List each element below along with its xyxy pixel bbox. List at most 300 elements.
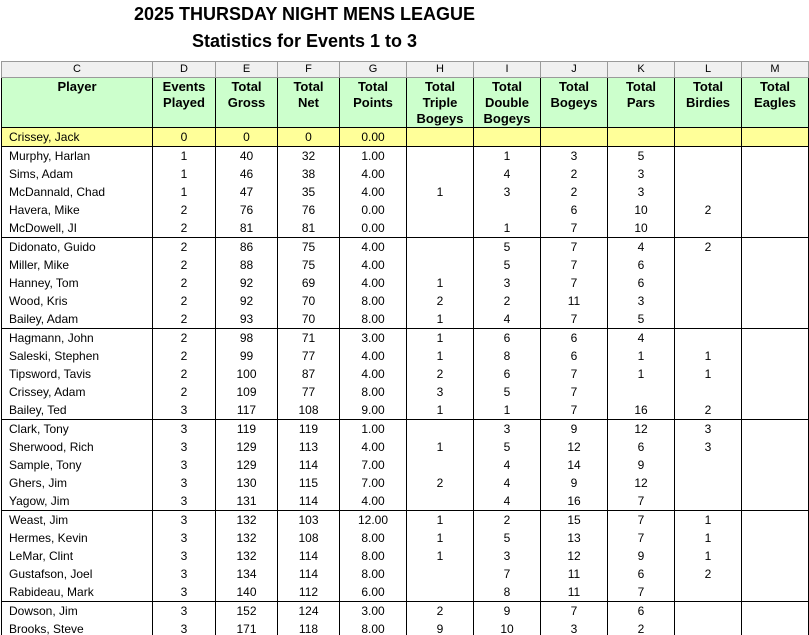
player-name-cell[interactable]: Sample, Tony bbox=[2, 456, 153, 474]
stat-cell[interactable]: 9 bbox=[474, 602, 541, 621]
stat-cell[interactable]: 7 bbox=[541, 238, 608, 257]
stat-cell[interactable]: 6 bbox=[608, 274, 675, 292]
stat-cell[interactable]: 7 bbox=[541, 256, 608, 274]
stat-cell[interactable]: 11 bbox=[541, 583, 608, 602]
column-letter-header[interactable]: L bbox=[675, 62, 742, 78]
stat-cell[interactable] bbox=[407, 238, 474, 257]
stat-cell[interactable]: 1 bbox=[407, 347, 474, 365]
stat-cell[interactable]: 11 bbox=[541, 292, 608, 310]
player-name-cell[interactable]: Dowson, Jim bbox=[2, 602, 153, 621]
stat-cell[interactable]: 2 bbox=[153, 219, 216, 238]
stat-cell[interactable]: 6.00 bbox=[340, 583, 407, 602]
stat-cell[interactable]: 100 bbox=[216, 365, 278, 383]
stat-cell[interactable] bbox=[675, 583, 742, 602]
stat-cell[interactable]: 3.00 bbox=[340, 329, 407, 348]
stat-cell[interactable] bbox=[675, 329, 742, 348]
stat-cell[interactable] bbox=[742, 529, 809, 547]
stat-cell[interactable]: 1 bbox=[474, 401, 541, 420]
stat-cell[interactable] bbox=[742, 147, 809, 166]
stat-cell[interactable]: 2 bbox=[608, 620, 675, 635]
stat-cell[interactable]: 46 bbox=[216, 165, 278, 183]
stat-cell[interactable] bbox=[742, 310, 809, 329]
player-name-cell[interactable]: Miller, Mike bbox=[2, 256, 153, 274]
stat-cell[interactable]: 38 bbox=[278, 165, 340, 183]
stat-cell[interactable]: 13 bbox=[541, 529, 608, 547]
stat-cell[interactable] bbox=[608, 383, 675, 401]
stat-cell[interactable] bbox=[407, 147, 474, 166]
stat-cell[interactable]: 7.00 bbox=[340, 456, 407, 474]
stat-cell[interactable]: 10 bbox=[608, 219, 675, 238]
stat-cell[interactable]: 2 bbox=[153, 310, 216, 329]
stat-cell[interactable]: 0 bbox=[153, 128, 216, 147]
player-name-cell[interactable]: Sherwood, Rich bbox=[2, 438, 153, 456]
player-name-cell[interactable]: Hermes, Kevin bbox=[2, 529, 153, 547]
stat-cell[interactable]: 1 bbox=[407, 438, 474, 456]
stat-cell[interactable] bbox=[407, 219, 474, 238]
stat-cell[interactable]: 103 bbox=[278, 511, 340, 530]
stat-cell[interactable]: 9 bbox=[541, 420, 608, 439]
stat-cell[interactable] bbox=[675, 256, 742, 274]
stat-cell[interactable]: 12 bbox=[608, 474, 675, 492]
stat-cell[interactable]: 7 bbox=[541, 274, 608, 292]
stat-cell[interactable]: 7.00 bbox=[340, 474, 407, 492]
stat-cell[interactable]: 7 bbox=[608, 511, 675, 530]
stat-cell[interactable]: 4.00 bbox=[340, 274, 407, 292]
stat-cell[interactable] bbox=[675, 219, 742, 238]
stat-cell[interactable]: 6 bbox=[474, 329, 541, 348]
stat-cell[interactable]: 9 bbox=[608, 456, 675, 474]
stat-cell[interactable]: 2 bbox=[675, 401, 742, 420]
stat-cell[interactable] bbox=[742, 238, 809, 257]
stat-cell[interactable] bbox=[742, 547, 809, 565]
stat-cell[interactable]: 2 bbox=[153, 201, 216, 219]
stat-cell[interactable]: 3 bbox=[153, 620, 216, 635]
stat-cell[interactable]: 12 bbox=[608, 420, 675, 439]
stat-cell[interactable] bbox=[675, 474, 742, 492]
stat-cell[interactable]: 1 bbox=[407, 529, 474, 547]
stat-cell[interactable]: 2 bbox=[153, 329, 216, 348]
stat-cell[interactable]: 124 bbox=[278, 602, 340, 621]
stat-cell[interactable]: 2 bbox=[407, 365, 474, 383]
stat-cell[interactable] bbox=[407, 492, 474, 511]
stat-cell[interactable]: 2 bbox=[153, 383, 216, 401]
player-name-cell[interactable]: Crissey, Adam bbox=[2, 383, 153, 401]
stat-cell[interactable] bbox=[742, 456, 809, 474]
stat-cell[interactable]: 0.00 bbox=[340, 128, 407, 147]
stat-cell[interactable]: 114 bbox=[278, 492, 340, 511]
stat-cell[interactable]: 3 bbox=[153, 401, 216, 420]
stat-cell[interactable]: 10 bbox=[474, 620, 541, 635]
stat-cell[interactable]: 70 bbox=[278, 292, 340, 310]
stat-cell[interactable]: 3 bbox=[407, 383, 474, 401]
stat-cell[interactable]: 132 bbox=[216, 511, 278, 530]
stat-cell[interactable]: 4 bbox=[474, 456, 541, 474]
stat-cell[interactable] bbox=[742, 583, 809, 602]
stat-cell[interactable] bbox=[608, 128, 675, 147]
stat-cell[interactable] bbox=[742, 420, 809, 439]
stat-cell[interactable]: 6 bbox=[608, 438, 675, 456]
stat-cell[interactable] bbox=[675, 620, 742, 635]
stat-cell[interactable]: 1 bbox=[474, 147, 541, 166]
stat-cell[interactable]: 3 bbox=[153, 456, 216, 474]
stat-cell[interactable]: 132 bbox=[216, 547, 278, 565]
stat-cell[interactable]: 4 bbox=[474, 492, 541, 511]
stat-cell[interactable] bbox=[742, 511, 809, 530]
stat-cell[interactable]: 8.00 bbox=[340, 620, 407, 635]
stat-cell[interactable]: 119 bbox=[278, 420, 340, 439]
stat-cell[interactable]: 0 bbox=[216, 128, 278, 147]
player-name-cell[interactable]: McDannald, Chad bbox=[2, 183, 153, 201]
stat-cell[interactable]: 131 bbox=[216, 492, 278, 511]
stat-cell[interactable] bbox=[742, 565, 809, 583]
stat-cell[interactable]: 76 bbox=[216, 201, 278, 219]
stat-cell[interactable]: 47 bbox=[216, 183, 278, 201]
stat-cell[interactable]: 32 bbox=[278, 147, 340, 166]
stat-cell[interactable]: 3 bbox=[608, 165, 675, 183]
column-letter-header[interactable]: D bbox=[153, 62, 216, 78]
stat-cell[interactable]: 0.00 bbox=[340, 201, 407, 219]
stat-cell[interactable] bbox=[675, 274, 742, 292]
stat-cell[interactable]: 77 bbox=[278, 347, 340, 365]
stat-cell[interactable]: 3 bbox=[153, 492, 216, 511]
stat-cell[interactable]: 3 bbox=[675, 438, 742, 456]
stat-cell[interactable]: 8.00 bbox=[340, 310, 407, 329]
stat-cell[interactable]: 2 bbox=[407, 292, 474, 310]
stat-cell[interactable] bbox=[407, 456, 474, 474]
player-name-cell[interactable]: Hanney, Tom bbox=[2, 274, 153, 292]
stat-cell[interactable]: 9 bbox=[407, 620, 474, 635]
stat-cell[interactable] bbox=[675, 456, 742, 474]
player-name-cell[interactable]: Saleski, Stephen bbox=[2, 347, 153, 365]
stat-cell[interactable] bbox=[407, 565, 474, 583]
column-letter-header[interactable]: F bbox=[278, 62, 340, 78]
stat-cell[interactable] bbox=[742, 256, 809, 274]
stat-cell[interactable]: 98 bbox=[216, 329, 278, 348]
stat-cell[interactable]: 12.00 bbox=[340, 511, 407, 530]
stat-cell[interactable]: 0.00 bbox=[340, 219, 407, 238]
stat-cell[interactable]: 1 bbox=[675, 547, 742, 565]
stat-cell[interactable]: 92 bbox=[216, 292, 278, 310]
stat-cell[interactable] bbox=[742, 274, 809, 292]
stat-cell[interactable]: 1.00 bbox=[340, 147, 407, 166]
stat-cell[interactable]: 35 bbox=[278, 183, 340, 201]
stat-cell[interactable]: 3 bbox=[153, 474, 216, 492]
stat-cell[interactable]: 2 bbox=[675, 565, 742, 583]
stat-cell[interactable]: 1 bbox=[407, 401, 474, 420]
stat-cell[interactable] bbox=[675, 165, 742, 183]
stat-cell[interactable]: 99 bbox=[216, 347, 278, 365]
stat-cell[interactable]: 117 bbox=[216, 401, 278, 420]
stat-cell[interactable]: 3 bbox=[608, 292, 675, 310]
stat-cell[interactable]: 7 bbox=[608, 529, 675, 547]
stat-cell[interactable] bbox=[675, 602, 742, 621]
stat-cell[interactable]: 1 bbox=[153, 147, 216, 166]
stat-cell[interactable]: 4 bbox=[474, 474, 541, 492]
stat-cell[interactable]: 3 bbox=[153, 438, 216, 456]
stat-cell[interactable]: 2 bbox=[675, 238, 742, 257]
stat-cell[interactable]: 0 bbox=[278, 128, 340, 147]
stat-cell[interactable]: 3 bbox=[153, 547, 216, 565]
column-letter-header[interactable]: H bbox=[407, 62, 474, 78]
player-name-cell[interactable]: Murphy, Harlan bbox=[2, 147, 153, 166]
stat-cell[interactable]: 9 bbox=[541, 474, 608, 492]
stat-cell[interactable]: 1 bbox=[608, 347, 675, 365]
stat-cell[interactable]: 1 bbox=[407, 183, 474, 201]
stat-cell[interactable]: 2 bbox=[153, 365, 216, 383]
stat-cell[interactable]: 1 bbox=[608, 365, 675, 383]
stat-cell[interactable]: 3 bbox=[474, 547, 541, 565]
stat-cell[interactable]: 3 bbox=[474, 183, 541, 201]
stat-cell[interactable] bbox=[742, 219, 809, 238]
stat-cell[interactable]: 4.00 bbox=[340, 183, 407, 201]
stat-cell[interactable] bbox=[742, 602, 809, 621]
stat-cell[interactable] bbox=[675, 492, 742, 511]
stat-cell[interactable]: 7 bbox=[608, 492, 675, 511]
stat-cell[interactable]: 2 bbox=[541, 183, 608, 201]
stat-cell[interactable]: 4 bbox=[474, 165, 541, 183]
stat-cell[interactable] bbox=[675, 128, 742, 147]
stat-cell[interactable]: 171 bbox=[216, 620, 278, 635]
stat-cell[interactable]: 4.00 bbox=[340, 256, 407, 274]
stat-cell[interactable]: 5 bbox=[474, 256, 541, 274]
stat-cell[interactable]: 2 bbox=[153, 292, 216, 310]
stat-cell[interactable]: 11 bbox=[541, 565, 608, 583]
stat-cell[interactable]: 5 bbox=[608, 310, 675, 329]
player-name-cell[interactable]: Brooks, Steve bbox=[2, 620, 153, 635]
stat-cell[interactable] bbox=[742, 183, 809, 201]
column-letter-header[interactable]: M bbox=[742, 62, 809, 78]
stat-cell[interactable]: 16 bbox=[608, 401, 675, 420]
stat-cell[interactable]: 81 bbox=[216, 219, 278, 238]
player-name-cell[interactable]: Clark, Tony bbox=[2, 420, 153, 439]
stat-cell[interactable]: 75 bbox=[278, 256, 340, 274]
stat-cell[interactable]: 87 bbox=[278, 365, 340, 383]
player-name-cell[interactable]: Bailey, Adam bbox=[2, 310, 153, 329]
stat-cell[interactable]: 3 bbox=[608, 183, 675, 201]
stat-cell[interactable] bbox=[675, 310, 742, 329]
stat-cell[interactable]: 3 bbox=[153, 420, 216, 439]
stat-cell[interactable]: 5 bbox=[474, 438, 541, 456]
stat-cell[interactable]: 8.00 bbox=[340, 547, 407, 565]
stat-cell[interactable]: 71 bbox=[278, 329, 340, 348]
stat-cell[interactable]: 132 bbox=[216, 529, 278, 547]
stat-cell[interactable]: 6 bbox=[608, 256, 675, 274]
column-letter-header[interactable]: J bbox=[541, 62, 608, 78]
stat-cell[interactable]: 3.00 bbox=[340, 602, 407, 621]
stat-cell[interactable] bbox=[742, 128, 809, 147]
stat-cell[interactable] bbox=[675, 383, 742, 401]
stat-cell[interactable] bbox=[474, 201, 541, 219]
stat-cell[interactable]: 8.00 bbox=[340, 292, 407, 310]
stat-cell[interactable]: 75 bbox=[278, 238, 340, 257]
stat-cell[interactable]: 3 bbox=[474, 274, 541, 292]
stat-cell[interactable] bbox=[742, 165, 809, 183]
column-letter-header[interactable]: I bbox=[474, 62, 541, 78]
column-letter-header[interactable]: K bbox=[608, 62, 675, 78]
stat-cell[interactable]: 88 bbox=[216, 256, 278, 274]
player-name-cell[interactable]: Wood, Kris bbox=[2, 292, 153, 310]
stat-cell[interactable]: 1 bbox=[407, 310, 474, 329]
player-name-cell[interactable]: Didonato, Guido bbox=[2, 238, 153, 257]
stat-cell[interactable] bbox=[474, 128, 541, 147]
stat-cell[interactable]: 1 bbox=[153, 183, 216, 201]
stat-cell[interactable]: 130 bbox=[216, 474, 278, 492]
player-name-cell[interactable]: Bailey, Ted bbox=[2, 401, 153, 420]
stat-cell[interactable] bbox=[407, 256, 474, 274]
stat-cell[interactable]: 81 bbox=[278, 219, 340, 238]
player-name-cell[interactable]: Havera, Mike bbox=[2, 201, 153, 219]
stat-cell[interactable]: 1 bbox=[407, 511, 474, 530]
stat-cell[interactable]: 6 bbox=[474, 365, 541, 383]
stat-cell[interactable]: 2 bbox=[407, 602, 474, 621]
stat-cell[interactable]: 4 bbox=[474, 310, 541, 329]
stat-cell[interactable]: 12 bbox=[541, 438, 608, 456]
stat-cell[interactable]: 1 bbox=[675, 529, 742, 547]
stat-cell[interactable] bbox=[742, 292, 809, 310]
stat-cell[interactable]: 4.00 bbox=[340, 238, 407, 257]
stat-cell[interactable]: 4 bbox=[608, 329, 675, 348]
stat-cell[interactable]: 119 bbox=[216, 420, 278, 439]
stat-cell[interactable]: 12 bbox=[541, 547, 608, 565]
stat-cell[interactable]: 3 bbox=[541, 147, 608, 166]
stat-cell[interactable]: 113 bbox=[278, 438, 340, 456]
stat-cell[interactable]: 15 bbox=[541, 511, 608, 530]
stat-cell[interactable]: 2 bbox=[541, 165, 608, 183]
stat-cell[interactable]: 2 bbox=[474, 292, 541, 310]
stat-cell[interactable]: 69 bbox=[278, 274, 340, 292]
stat-cell[interactable] bbox=[742, 329, 809, 348]
stat-cell[interactable]: 3 bbox=[675, 420, 742, 439]
stat-cell[interactable]: 3 bbox=[153, 529, 216, 547]
stat-cell[interactable]: 1.00 bbox=[340, 420, 407, 439]
stat-cell[interactable]: 140 bbox=[216, 583, 278, 602]
stat-cell[interactable]: 114 bbox=[278, 565, 340, 583]
stat-cell[interactable]: 5 bbox=[608, 147, 675, 166]
stat-cell[interactable]: 3 bbox=[541, 620, 608, 635]
stat-cell[interactable]: 5 bbox=[474, 238, 541, 257]
player-name-cell[interactable]: Rabideau, Mark bbox=[2, 583, 153, 602]
player-name-cell[interactable]: McDowell, JI bbox=[2, 219, 153, 238]
stat-cell[interactable] bbox=[675, 183, 742, 201]
stat-cell[interactable] bbox=[742, 492, 809, 511]
stat-cell[interactable]: 134 bbox=[216, 565, 278, 583]
player-name-cell[interactable]: LeMar, Clint bbox=[2, 547, 153, 565]
stat-cell[interactable]: 129 bbox=[216, 438, 278, 456]
stat-cell[interactable]: 3 bbox=[153, 602, 216, 621]
stat-cell[interactable]: 70 bbox=[278, 310, 340, 329]
stat-cell[interactable]: 1 bbox=[407, 329, 474, 348]
stat-cell[interactable] bbox=[742, 365, 809, 383]
stat-cell[interactable]: 1 bbox=[153, 165, 216, 183]
column-letter-header[interactable]: E bbox=[216, 62, 278, 78]
player-name-cell[interactable]: Hagmann, John bbox=[2, 329, 153, 348]
player-name-cell[interactable]: Gustafson, Joel bbox=[2, 565, 153, 583]
stat-cell[interactable]: 9.00 bbox=[340, 401, 407, 420]
stat-cell[interactable]: 8 bbox=[474, 583, 541, 602]
stat-cell[interactable]: 3 bbox=[153, 565, 216, 583]
stat-cell[interactable] bbox=[541, 128, 608, 147]
stat-cell[interactable]: 3 bbox=[153, 583, 216, 602]
stat-cell[interactable]: 3 bbox=[153, 511, 216, 530]
stat-cell[interactable]: 2 bbox=[153, 256, 216, 274]
stat-cell[interactable]: 152 bbox=[216, 602, 278, 621]
stat-cell[interactable]: 6 bbox=[541, 201, 608, 219]
stat-cell[interactable]: 114 bbox=[278, 547, 340, 565]
stat-cell[interactable] bbox=[742, 438, 809, 456]
stat-cell[interactable]: 5 bbox=[474, 529, 541, 547]
stat-cell[interactable]: 40 bbox=[216, 147, 278, 166]
stat-cell[interactable]: 4 bbox=[608, 238, 675, 257]
stat-cell[interactable]: 92 bbox=[216, 274, 278, 292]
stat-cell[interactable]: 7 bbox=[541, 219, 608, 238]
stat-cell[interactable]: 10 bbox=[608, 201, 675, 219]
stat-cell[interactable] bbox=[742, 401, 809, 420]
stat-cell[interactable]: 77 bbox=[278, 383, 340, 401]
stat-cell[interactable]: 6 bbox=[541, 329, 608, 348]
stat-cell[interactable]: 7 bbox=[608, 583, 675, 602]
stat-cell[interactable]: 8.00 bbox=[340, 383, 407, 401]
stat-cell[interactable] bbox=[407, 128, 474, 147]
stat-cell[interactable] bbox=[675, 292, 742, 310]
player-name-cell[interactable]: Crissey, Jack bbox=[2, 128, 153, 147]
player-name-cell[interactable]: Tipsword, Tavis bbox=[2, 365, 153, 383]
stat-cell[interactable]: 6 bbox=[541, 347, 608, 365]
stat-cell[interactable]: 1 bbox=[474, 219, 541, 238]
stat-cell[interactable] bbox=[742, 474, 809, 492]
player-name-cell[interactable]: Sims, Adam bbox=[2, 165, 153, 183]
stat-cell[interactable]: 3 bbox=[474, 420, 541, 439]
stat-cell[interactable]: 76 bbox=[278, 201, 340, 219]
stat-cell[interactable]: 7 bbox=[474, 565, 541, 583]
stat-cell[interactable]: 7 bbox=[541, 310, 608, 329]
stat-cell[interactable]: 16 bbox=[541, 492, 608, 511]
stat-cell[interactable] bbox=[742, 201, 809, 219]
stat-cell[interactable]: 4.00 bbox=[340, 165, 407, 183]
stat-cell[interactable]: 129 bbox=[216, 456, 278, 474]
stat-cell[interactable]: 1 bbox=[675, 365, 742, 383]
stat-cell[interactable]: 112 bbox=[278, 583, 340, 602]
stat-cell[interactable]: 8.00 bbox=[340, 529, 407, 547]
stat-cell[interactable]: 7 bbox=[541, 365, 608, 383]
stat-cell[interactable]: 9 bbox=[608, 547, 675, 565]
stat-cell[interactable]: 2 bbox=[153, 238, 216, 257]
stat-cell[interactable]: 108 bbox=[278, 529, 340, 547]
stat-cell[interactable]: 8 bbox=[474, 347, 541, 365]
column-letter-header[interactable]: G bbox=[340, 62, 407, 78]
stat-cell[interactable]: 7 bbox=[541, 401, 608, 420]
column-letter-header[interactable]: C bbox=[2, 62, 153, 78]
stat-cell[interactable]: 109 bbox=[216, 383, 278, 401]
stat-cell[interactable]: 4.00 bbox=[340, 365, 407, 383]
stat-cell[interactable] bbox=[407, 583, 474, 602]
stat-cell[interactable] bbox=[407, 201, 474, 219]
stat-cell[interactable] bbox=[742, 620, 809, 635]
stat-cell[interactable] bbox=[675, 147, 742, 166]
stat-cell[interactable]: 4.00 bbox=[340, 492, 407, 511]
stat-cell[interactable]: 118 bbox=[278, 620, 340, 635]
stat-cell[interactable]: 2 bbox=[474, 511, 541, 530]
stat-cell[interactable]: 1 bbox=[675, 347, 742, 365]
stat-cell[interactable]: 1 bbox=[407, 274, 474, 292]
stat-cell[interactable]: 2 bbox=[675, 201, 742, 219]
stat-cell[interactable] bbox=[407, 165, 474, 183]
stat-cell[interactable]: 86 bbox=[216, 238, 278, 257]
stat-cell[interactable]: 6 bbox=[608, 565, 675, 583]
stat-cell[interactable]: 14 bbox=[541, 456, 608, 474]
stat-cell[interactable]: 2 bbox=[153, 274, 216, 292]
stat-cell[interactable]: 2 bbox=[407, 474, 474, 492]
stat-cell[interactable]: 2 bbox=[153, 347, 216, 365]
